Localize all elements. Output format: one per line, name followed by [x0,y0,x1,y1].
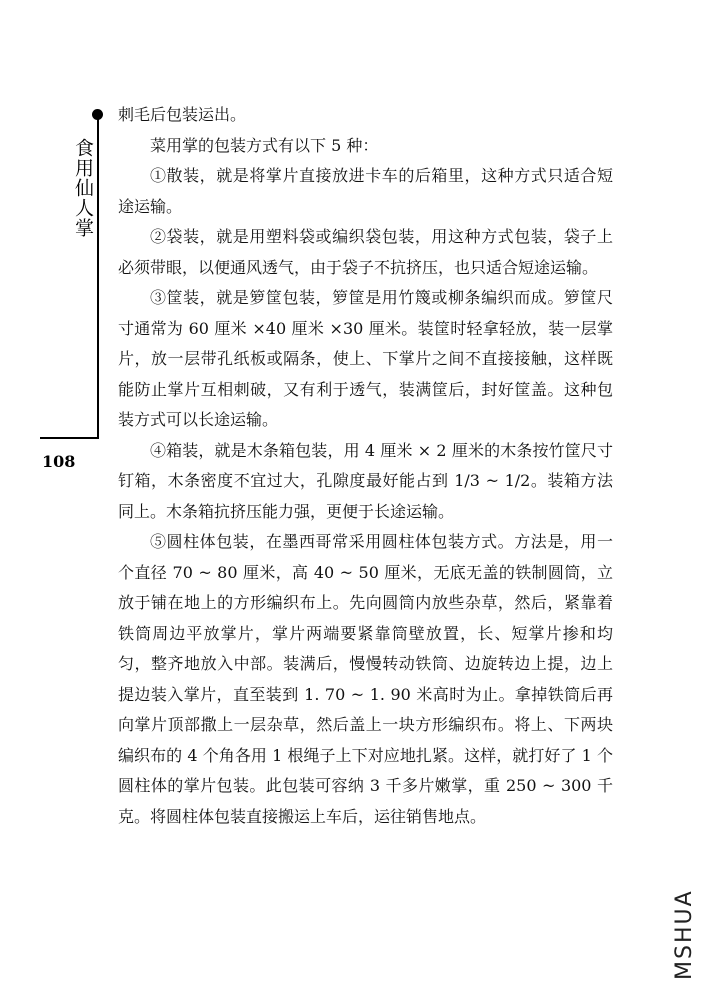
watermark-text: MSHUA [672,889,697,981]
paragraph-continuation: 刺毛后包装运出。 [118,105,247,124]
margin-vertical-rule [97,116,99,438]
paragraph-crate-packing: ④箱装，就是木条箱包装，用 4 厘米 × 2 厘米的木条按竹筐尺寸钉箱，木条密度不宜过大，孔隙度最好能占到 1/3 ~ 1/2。装箱方法同上。木条箱抗挤压能力强，更便于长途运输。 [118,440,613,521]
paragraph-intro: 菜用掌的包装方式有以下 5 种： [150,135,379,155]
page-number: 108 [42,452,76,471]
body-text [118,100,613,832]
paragraph-basket-packing: ③筐装，就是箩筐包装，箩筐是用竹篾或柳条编织而成。箩筐尺寸通常为 60 厘米 ×40 厘米 ×30 厘米。装筐时轻拿轻放，装一层掌片，放一层带孔纸板或隔条，使上、下掌片之间不直接接触，这样既能防止掌片互相刺破，又有利于透气，装满筐后，封好筐盖。这种包装方式可以长途运输。 [118,288,613,429]
paragraph-bag-packing: ②袋装，就是用塑料袋或编织袋包装，用这种方式包装，袋子上必须带眼，以便通风透气，由于袋子不抗挤压，也只适合短途运输。 [118,227,613,277]
paragraph-cylinder-packing: ⑤圆柱体包装，在墨西哥常采用圆柱体包装方式。方法是，用一个直径 70 ~ 80 厘米，高 40 ~ 50 厘米，无底无盖的铁制圆筒，立放于铺在地上的方形编织布上。先向圆筒内放些杂草，然后，紧靠着铁筒周边平放掌片，掌片两端要紧靠筒壁放置，长、短掌片掺和均匀，整齐地放入中部。装满后，慢慢转动铁筒、边旋转边上提，边上提边装入掌片，直至装到 1. 70 ~ 1. 90 米高时为止。拿掉铁筒后再向掌片顶部撒上一层杂草，然后盖上一块方形编织布。将上、下两块编织布的 4 个角各用 1 根绳子上下对应地扎紧。这样，就打好了 1 个圆柱体的掌片包装。此包装可容纳 3 千多片嫩掌，重 250 ~ 300 千克。将圆柱体包装直接搬运上车后，运往销售地点。 [118,532,613,826]
margin-horizontal-rule [40,437,99,439]
running-book-title: 食用仙人掌 [72,138,94,238]
paragraph-bulk-packing: ①散装，就是将掌片直接放进卡车的后箱里，这种方式只适合短途运输。 [118,166,613,216]
